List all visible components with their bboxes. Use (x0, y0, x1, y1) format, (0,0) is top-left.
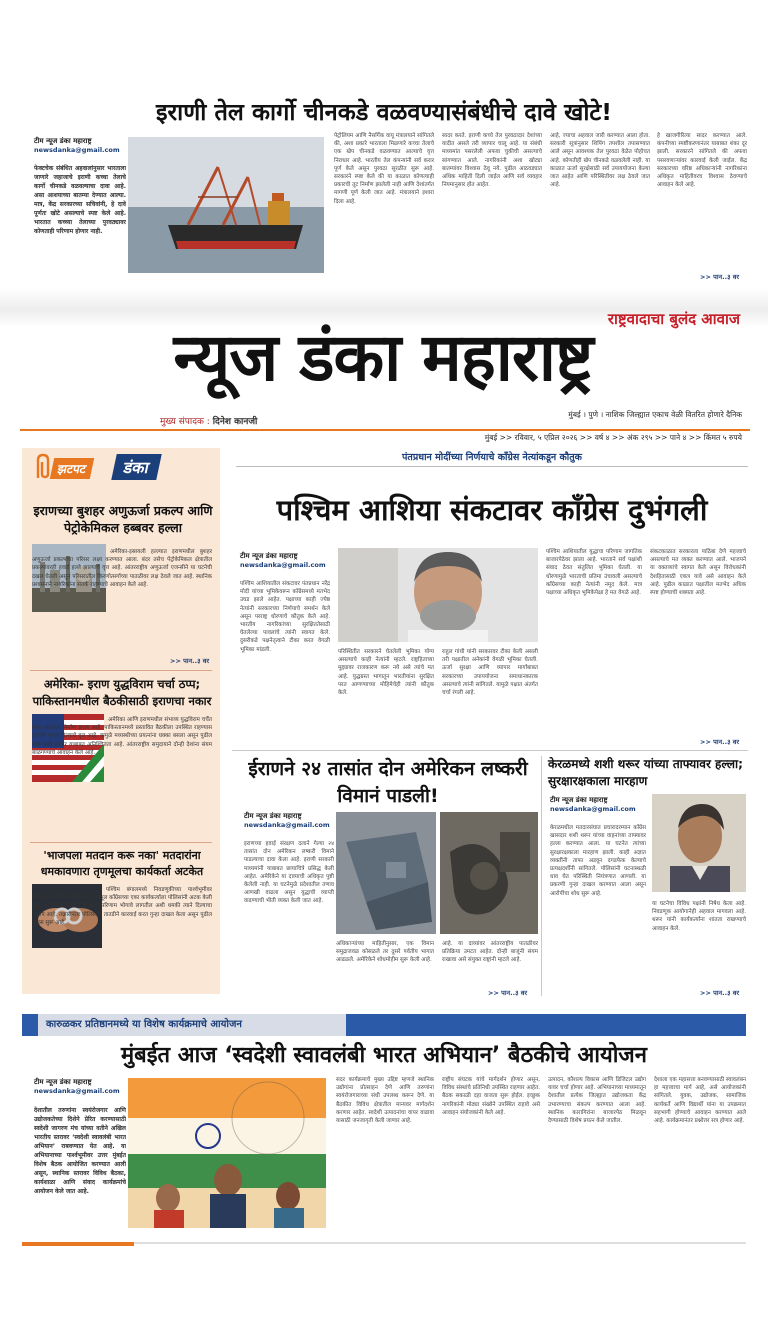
masthead-tagline: राष्ट्रवादाचा बुलंद आवाज (607, 310, 740, 328)
sidebar-story1-text: अमेरिका-इस्रायली हल्ल्यात इराणमधील बुशहर अणुऊर्जा प्रकल्पाचा परिसर लक्ष्य करण्यात आला. बंदर तसेच पेट्रोकेमिकल क्षेत्रातील प्रकल्पांवरही हवाई हल्ले झाल्याचे वृत्त आहे. आंतरराष्ट्रीय अणुऊर्जा एजन्सीने या घटनेची दखल घेतली असून परिसरातील किरणोत्सर्गाच्या पातळीवर लक्ष ठेवले जात आहे. स्थानिक प्रशासनाने नागरिकांना सतर्क राहण्याचे आवाहन केले आहे. (32, 549, 212, 588)
sidebar-story3-title-text: 'भाजपला मतदान करू नका' मतदारांना धमकावणारा तृणमूलचा कार्यकर्ता अटकेत (40, 849, 204, 878)
bottom-col-2: राष्ट्रीय संघटक यांचे मार्गदर्शन होणार असून, विविध संस्थांचे प्रतिनिधी उपस्थित राहणार आहेत. बैठक सकाळी दहा वाजता सुरू होईल. इच्छुक नागरिकांनी मोठ्या संख्येने उपस्थित राहावे असे आवाहन संयोजकांनी केले आहे. (442, 1077, 540, 1116)
oil-tanker-photo (128, 137, 324, 273)
sidebar-badge (30, 452, 180, 482)
rahul-gandhi-photo (338, 548, 538, 642)
top-more-link[interactable]: >> पान..३ वर (700, 273, 739, 281)
byline-email: newsdanka@gmail.com (244, 821, 330, 829)
footer-orange-accent (22, 1242, 134, 1246)
bottom-kicker-bar (22, 1014, 746, 1036)
lead-byline (240, 552, 332, 569)
lead-col-2: परिस्थितीत सरकारने घेतलेली भूमिका योग्य असल्याचे काही नेत्यांनी म्हटले. राष्ट्रहिताच्या मुद्द्यावर राजकारण करू नये असे त्यांचे मत आहे. युद्धग्रस्त भागातून भारतीयांना सुरक्षित परत आणण्याच्या मोहिमेचेही त्यांनी कौतुक केले. (338, 649, 434, 697)
sidebar-divider-2 (30, 842, 212, 843)
byline-text: टीम न्यूज डंका महाराष्ट्र (550, 796, 608, 804)
iran-more-link[interactable]: >> पान..३ वर (488, 989, 527, 997)
iran-headline: ईराणने २४ तासांत दोन अमेरिकन लष्करी विमानं पाडली! (248, 758, 528, 807)
lead-col-4: पश्चिम आशियातील युद्धाचा परिणाम जागतिक बाजारपेठेवर झाला आहे. भारताने सर्व पक्षांशी संवाद ठेवत संतुलित भूमिका घेतली. या धोरणामुळे भारताची प्रतिमा उंचावली असल्याचे काँग्रेसच्या काही नेत्यांनी नमूद केले. मात्र पक्षाच्या अधिकृत भूमिकेपेक्षा हे मत वेगळे आहे. (546, 549, 642, 597)
byline-text: टीम न्यूज डंका महाराष्ट्र (240, 552, 298, 560)
masthead-title: न्यूज डंका महाराष्ट्र (173, 318, 593, 396)
byline-email: newsdanka@gmail.com (34, 1087, 120, 1095)
kerala-more-link[interactable]: >> पान..३ वर (700, 989, 739, 997)
bottom-col-1: सदर कार्यक्रमाचे मुख्य उद्दिष्ट म्हणजे स्थानिक उद्योगांना प्रोत्साहन देणे आणि तरुणांना स्वयंरोजगाराच्या संधी उपलब्ध करून देणे. या बैठकीत विविध क्षेत्रातील मान्यवर मार्गदर्शन करणार आहेत. स्वदेशी उत्पादनांचा वापर वाढावा यासाठी जनजागृती केली जाणार आहे. (336, 1077, 434, 1125)
bottom-col-3: उत्पादन, कौशल्य विकास आणि डिजिटल उद्योग यावर चर्चा होणार आहे. अभियानाच्या माध्यमातून देशातील प्रत्येक जिल्ह्यात उद्योजकता केंद्र उभारण्याचा संकल्प करण्यात आला आहे. स्थानिक कारागिरांना बाजारपेठ मिळवून देण्यासाठी विशेष प्रयत्न केले जातील. (548, 1077, 646, 1125)
sidebar-story3-header (26, 848, 218, 882)
indian-flag-youth-photo (128, 1078, 326, 1228)
kerala-headline: केरळमध्ये शशी थरूर यांच्या ताफ्यावर हल्ला; सुरक्षारक्षकाला मारहाण (548, 757, 743, 788)
shashi-tharoor-photo (652, 794, 746, 892)
top-byline (34, 137, 124, 154)
sidebar-story2-title-text: अमेरिका- इराण युद्धविराम चर्चा ठप्प; पाकिस्तानमधील बैठकीसाठी इराणचा नकार (32, 677, 212, 708)
top-col-1: पेट्रोलियम आणि नैसर्गिक वायू मंत्रालयाने सांगितले की, अशा प्रकारे भारताला मिळणारे कच्चा तेलाचे एक खेप चीनकडे वळवण्यात आल्याचे वृत्त निराधार आहे. भारतीय तेल कंपन्यांनी सर्व करार पूर्ण केले असून पुरवठा सुरळीत सुरू आहे. सरकारने स्पष्ट केले की या काळात कोणत्याही प्रकारची तूट निर्माण झालेली नाही आणि देशांतर्गत मागणी पूर्ण केली जात आहे. मंत्रालयाने इशारा दिला आहे. (334, 133, 434, 205)
masthead-dateline: मुंबई >> रविवार, ५ एप्रिल २०२६ >> वर्ष ४ >> अंक २९५ >> पाने ४ >> किंमत ५ रुपये (484, 433, 742, 442)
sidebar-story1-more[interactable]: >> पान..३ वर (170, 657, 209, 665)
lead-col-3: राहुल गांधी यांनी सरकारवर टीका केली असली तरी पक्षातील अनेकांनी वेगळी भूमिका घेतली. ऊर्जा सुरक्षा आणि व्यापार मार्गांबाबत सरकारच्या उपाययोजना समाधानकारक असल्याचे त्यांनी सांगितले. यामुळे पक्षात अंतर्गत चर्चा रंगली आहे. (442, 649, 538, 697)
lead-kicker-rule (236, 466, 748, 467)
bottom-headline: मुंबईत आज ‘स्वदेशी स्वावलंबी भारत अभियान’ बैठकीचे आयोजन (121, 1043, 647, 1068)
bottom-byline (34, 1078, 124, 1095)
lead-more-link[interactable]: >> पान..३ वर (700, 738, 739, 746)
section-rule (232, 750, 748, 751)
lead-headline: पश्चिम आशिया संकटावर काँग्रेस दुभंगली (276, 493, 708, 527)
badge-left: झटपट (50, 458, 94, 479)
iran-col-1: इराणच्या हवाई संरक्षण दलाने गेल्या २४ तासांत दोन अमेरिकन लष्करी विमाने पाडल्याचा दावा केला आहे. इराणी सरकारी माध्यमांनी याबाबत छायाचित्रे प्रसिद्ध केली आहेत. अमेरिकेने या दाव्याची अधिकृत पुष्टी केलेली नाही. या घटनेमुळे प्रदेशातील तणाव आणखी वाढला असून युद्धाची व्याप्ती वाढण्याची भीती व्यक्त केली जात आहे. (244, 841, 334, 905)
kerala-col-1: केरळमधील मतदारसंघात प्रचारादरम्यान काँग्रेस खासदार शशी थरूर यांच्या वाहनांच्या ताफ्यावर हल्ला करण्यात आला. या घटनेत त्यांच्या सुरक्षारक्षकाला मारहाण झाली. काही अज्ञात व्यक्तींनी ताफा अडवून दगडफेक केल्याचे प्रत्यक्षदर्शींनी सांगितले. पोलिसांनी घटनास्थळी धाव घेत परिस्थिती नियंत्रणात आणली. या प्रकरणी गुन्हा दाखल करण्यात आला असून आरोपींचा शोध सुरू आहे. (550, 825, 646, 897)
lead-kicker: पंतप्रधान मोदींच्या निर्णयाचे काँग्रेस नेत्यांकडून कौतुक (402, 452, 582, 463)
editor-name: दिनेश कानजी (212, 417, 258, 427)
masthead-cities: मुंबई । पुणे । नाशिक जिल्ह्यात एकाच वेळी वितरित होणारे दैनिक (568, 410, 742, 419)
kerala-col-2: या घटनेचा विविध पक्षांनी निषेध केला आहे. निवडणूक आयोगानेही अहवाल मागवला आहे. थरूर यांनी कार्यकर्त्यांना शांतता राखण्याचे आवाहन केले. (652, 901, 746, 932)
byline-email: newsdanka@gmail.com (34, 146, 120, 154)
byline-text: टीम न्यूज डंका महाराष्ट्र (34, 137, 92, 145)
badge-right: डंका (111, 454, 162, 480)
editor-label: मुख्य संपादक : (160, 417, 210, 427)
sidebar-story1-title: इराणच्या बुशहर अणुऊर्जा प्रकल्प आणि पेट्रोकेमिकल हब्बवर हल्ला (33, 503, 213, 535)
sidebar-story2-header (26, 676, 218, 710)
byline-text: टीम न्यूज डंका महाराष्ट्र (244, 812, 302, 820)
iran-col-3: आहे. या दाव्यांवर आंतरराष्ट्रीय पातळीवर प्रतिक्रिया उमटत आहेत. दोन्ही बाजूंनी संयम राखावा असे संयुक्त राष्ट्रांनी म्हटले आहे. (442, 941, 538, 964)
sidebar-divider-1 (30, 670, 212, 671)
lead-col-5: संकटकाळात सरकारला पाठिंबा देणे महत्त्वाचे असल्याचे मत व्यक्त करण्यात आले. भाजपने या वक्तव्यांचे स्वागत केले असून विरोधकांनी देशहितासाठी एकत्र यावे असे आवाहन केले आहे. पुढील काळात पक्षातील मतभेद अधिक स्पष्ट होण्याची शक्यता आहे. (650, 549, 746, 597)
aircraft-wreck-photo-1 (336, 812, 436, 934)
byline-email: newsdanka@gmail.com (550, 805, 636, 813)
iran-byline (244, 812, 334, 829)
iran-col-2: अधिकाऱ्यांच्या माहितीनुसार, एक विमान समुद्राजवळ कोसळले तर दुसरे पर्वतीय भागात आढळले. अमेरिकेने शोधमोहीम सुरू केली आहे. (336, 941, 434, 964)
byline-text: टीम न्यूज डंका महाराष्ट्र (34, 1078, 92, 1086)
bottom-kicker: कारुळकर प्रतिष्ठानमध्ये या विशेष कार्यक्रमाचे आयोजन (38, 1014, 346, 1036)
byline-email: newsdanka@gmail.com (240, 561, 326, 569)
top-lead: फेक्टचेक संबंधित अहवालांनुसार भारताला जाणारे जहाजाचे इराणी कच्चा तेलाचे कार्गो चीनकडे वळवल्याचा दावा आहे. असा आशयाच्या बातम्या देण्यात आल्या. मात्र, केंद्र सरकारच्या सचिवांनी, हे दावे पूर्णतः खोटे असल्याचे स्पष्ट केले आहे. भारतात कच्च्या तेलाच्या पुरवठ्यावर कोणताही परिणाम होणार नाही. (34, 165, 126, 235)
top-col-4: हे खाजगीरित्या सादर करण्यात आले. कंपनीच्या स्पष्टीकरणानंतर याबाबत शंका दूर झाली. सरकारने सांगितले की अफवा पसरवणाऱ्यांवर कारवाई केली जाईल. केंद्र सरकारच्या वरिष्ठ अधिकाऱ्यांनी नागरिकांना अधिकृत माहितीवरच विश्वास ठेवण्याचे आवाहन केले आहे. (657, 133, 747, 189)
bottom-col-4: देशाला एक महासत्ता बनवण्यासाठी स्वावलंबन हा महत्त्वाचा मार्ग आहे, असे आयोजकांनी सांगितले. युवक, उद्योजक, सामाजिक कार्यकर्ते आणि विद्यार्थी यांना या उपक्रमात सहभागी होण्याचे आवाहन करण्यात आले आहे. कार्यक्रमानंतर प्रश्नोत्तर सत्र होणार आहे. (654, 1077, 746, 1125)
sidebar-story3-text: पश्चिम बंगालमध्ये निवडणुकीच्या पार्श्वभूमीवर मतदारांना धमकावल्याप्रकरणी तृणमूल काँग्रेसच्या एका कार्यकर्त्याला पोलिसांनी अटक केली आहे. भाजपला मतदान केल्यास परिणाम भोगावे लागतील अशी धमकी त्याने दिल्याचा आरोप आहे. तक्रारीनंतर पोलिसांनी तातडीने कारवाई करत गुन्हा दाखल केला असून पुढील तपास सुरू आहे. (32, 887, 212, 926)
column-divider (541, 756, 542, 996)
aircraft-wreck-photo-2 (440, 812, 538, 934)
top-col-3: आहे, ज्याचा अहवाल जारी करण्यात आला होता. सरकारी सूत्रांनुसार शिपिंग तपशील तपासण्यात आले असून आवश्यक तेल पुरवठा वेळेत पोहोचत आहे. कोणतीही खेप चीनकडे वळवलेली नाही. या काळात ऊर्जा सुरक्षेसाठी सर्व उपाययोजना केल्या जात आहेत आणि परिस्थितीवर लक्ष ठेवले जात आहे. (550, 133, 650, 189)
kerala-byline (550, 796, 640, 813)
lead-col-1: पश्चिम आशियातील संकटावर पंतप्रधान नरेंद्र मोदी यांच्या भूमिकेवरून काँग्रेसमध्ये मतभेद उघड झाले आहेत. पक्षाच्या काही ज्येष्ठ नेत्यांनी सरकारच्या निर्णयाचे समर्थन केले असून परराष्ट्र धोरणाचे कौतुक केले आहे. भारतीय नागरिकांच्या सुरक्षिततेसाठी घेतलेल्या पावलांचे त्यांनी स्वागत केले. दुसरीकडे पक्षनेतृत्वाने टीका करत वेगळी भूमिका मांडली. (240, 581, 330, 653)
masthead-editor (160, 414, 257, 427)
bottom-lead: देशातील तरुणांना स्वयंरोजगार आणि उद्योजकतेच्या दिशेने प्रेरित करण्यासाठी स्वदेशी जागरण मंच यांच्या वतीने अखिल भारतीय स्तरावर ‘स्वदेशी स्वावलंबी भारत अभियान’ राबवण्यात येत आहे. या अभियानाच्या पार्श्वभूमीवर उत्तर मुंबईत विशेष बैठक आयोजित करण्यात आली असून, स्थानिक स्तरावर विविध बैठका, कार्यशाळा आणि संवाद कार्यक्रमांचे आयोजन केले जात आहे. (34, 1107, 126, 1195)
top-headline: इराणी तेल कार्गो चीनकडे वळवण्यासंबंधीचे दावे खोटे! (156, 98, 612, 126)
sidebar-story2-text: अमेरिका आणि इराणमधील संभाव्य युद्धविराम चर्चेत मोठा अडथळा निर्माण झाला आहे. पाकिस्तानमध्ये प्रस्तावित बैठकीला उपस्थित राहण्यास इराणने नकार दिल्याचे वृत्त आहे. यामुळे मध्यस्थीच्या प्रयत्नांना धक्का बसला असून पुढील चर्चा कधी होणार याबाबत अनिश्चितता आहे. आंतरराष्ट्रीय समुदायाने दोन्ही देशांना संयम बाळगण्याचे आवाहन केले आहे. (32, 717, 212, 756)
masthead-orange-rule (20, 429, 750, 431)
top-col-2: सादर करते. इराणी कच्चे तेल पुरवठादार देशांच्या यादीत असले तरी व्यापार चालू आहे. या संबंधी माध्यमांत पसरलेली अफवा चुकीची असल्याचे सांगण्यात आले. नागरिकांनी अशा खोट्या बातम्यांवर विश्वास ठेवू नये. पुढील आठवड्यात अधिक माहिती दिली जाईल आणि सर्व व्यवहार नियमानुसार होत आहेत. (442, 133, 542, 189)
